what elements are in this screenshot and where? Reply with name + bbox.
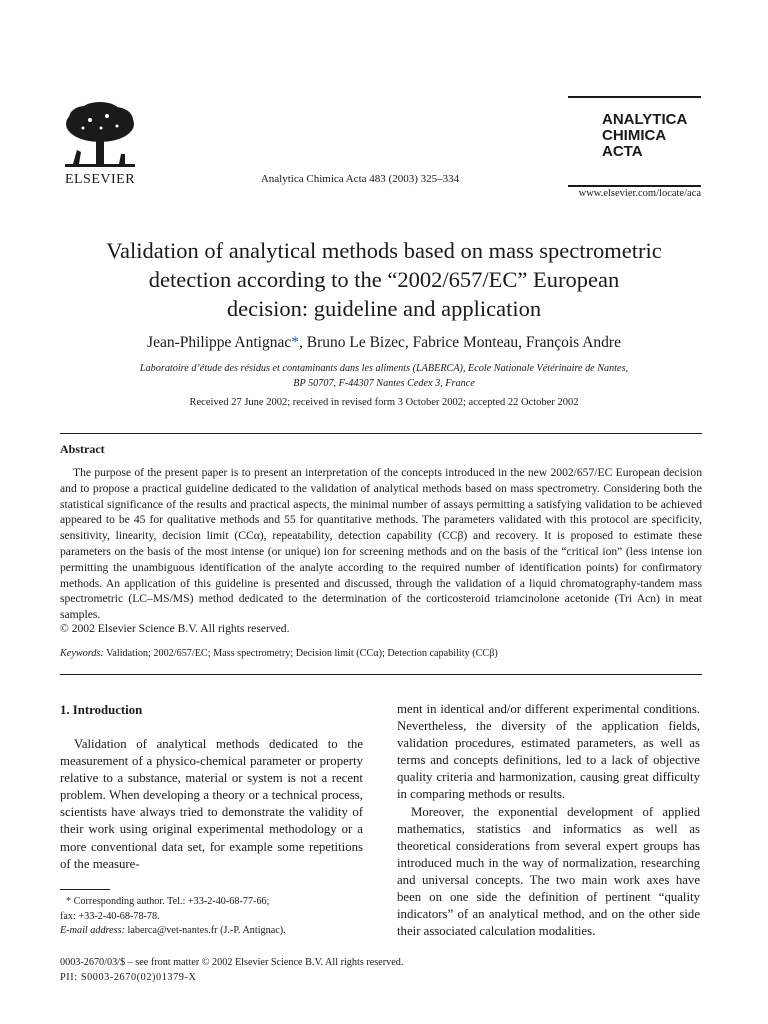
email-label: E-mail address: xyxy=(60,925,125,936)
article-title xyxy=(60,236,708,323)
right-column xyxy=(397,701,700,940)
other-authors: , Bruno Le Bizec, Fabrice Monteau, François Andre xyxy=(299,334,621,351)
title-line3: decision: guideline and application xyxy=(226,296,542,321)
keywords xyxy=(60,648,702,659)
affiliation-line1: Laboratoire d’étude des résidus et contaminants dans les aliments (LABERCA), Ecole Nationale Vétérinaire de Nantes, xyxy=(139,363,629,374)
author-name: Jean-Philippe Antignac xyxy=(147,334,292,351)
journal-name-line2: CHIMICA xyxy=(602,127,667,144)
footnote-corresponding: * Corresponding author. Tel.: +33-2-40-68-77-66; xyxy=(66,896,270,907)
front-matter-info xyxy=(60,956,403,985)
section-heading-introduction: 1. Introduction xyxy=(60,703,143,717)
affiliation xyxy=(60,361,708,391)
pii-line: PII: S0003-2670(02)01379-X xyxy=(60,971,197,983)
abstract-heading: Abstract xyxy=(60,442,105,456)
journal-logo xyxy=(602,112,702,160)
body-paragraph: Validation of analytical methods dedicated to the measurement of a physico-chemical parameter or property relative to a substance, material or system is not a recent problem. When developing a theory or a technical process, scientists have always tried to demonstrate the validity of their work using original experimental methodology or a more conventional data set, for example some repetitions of the measure- xyxy=(60,737,363,871)
journal-name-line3: ACTA xyxy=(602,143,643,160)
title-line1: Validation of analytical methods based on mass spectrometric xyxy=(106,238,662,263)
keywords-label: Keywords: xyxy=(60,648,104,659)
author-list xyxy=(60,334,708,352)
keywords-list: Validation; 2002/657/EC; Mass spectrometry; Decision limit (CCα); Detection capability (CCβ) xyxy=(106,648,498,659)
abstract-top-rule xyxy=(60,433,702,434)
body-paragraph: Moreover, the exponential development of applied mathematics, statistics and informatics as well as theoretical considerations from several expert groups has introduced much in the way of normalization, researching and universal concepts. The two main work axes have been on one side the definition of pertinent “quality indicators” of an analytical method, and on the other side their associated calculation modalities. xyxy=(397,804,700,939)
footnote-rule xyxy=(60,889,110,890)
footnote xyxy=(60,895,363,939)
left-column xyxy=(60,736,363,873)
corresponding-author-link[interactable]: * xyxy=(291,334,299,351)
journal-url-link[interactable]: www.elsevier.com/locate/aca xyxy=(578,188,701,199)
title-line2: detection according to the “2002/657/EC” European xyxy=(148,267,620,292)
publisher-name: ELSEVIER xyxy=(64,172,136,187)
journal-citation: Analytica Chimica Acta 483 (2003) 325–334 xyxy=(260,173,460,185)
abstract-bottom-rule xyxy=(60,674,702,675)
abstract-paragraph: The purpose of the present paper is to present an interpretation of the concepts introduced in the new 2002/657/EC European decision and to propose a practical guideline dedicated to the validation of analytical methods based on mass spectrometry. Considering both the statistical significance of the results and practical aspects, the minimal number of assays permitting a satisfying validation to be achieved appeared to be 45 for qualitative methods and 55 for quantitative methods. The parameters validated with this protocol are specificity, sensitivity, linearity, decision limit (CCα), repeatability, detection capability (CCβ) and recovery. It is proposed to estimate these parameters on the basis of the most intense (or unique) ion for screening methods and on the basis of the “critical ion” (less intense ion permitting the unambiguous identification of the analyte according to the required number of identification points) for confirmatory methods. An application of this guideline is presented and discussed, through the validation of a liquid chromatography-tandem mass spectrometric (LC–MS/MS) method dedicated to the determination of the corticosteroid triamcinolone acetonide (Tri Acn) in meat samples. xyxy=(60,466,702,622)
footnote-fax: fax: +33-2-40-68-78-78. xyxy=(60,910,160,922)
issn-line: 0003-2670/03/$ – see front matter © 2002 Elsevier Science B.V. All rights reserved. xyxy=(60,957,404,968)
affiliation-line2: BP 50707, F-44307 Nantes Cedex 3, France xyxy=(293,378,475,389)
copyright-notice: © 2002 Elsevier Science B.V. All rights reserved. xyxy=(60,622,290,635)
footnote-email xyxy=(60,924,363,939)
abstract-body xyxy=(60,465,702,623)
received-dates: Received 27 June 2002; received in revised form 3 October 2002; accepted 22 October 2002 xyxy=(189,397,579,408)
email-link[interactable]: laberca@vet-nantes.fr (J.-P. Antignac). xyxy=(127,925,286,936)
body-paragraph: ment in identical and/or different experimental conditions. Nevertheless, the diversity of the application fields, validation procedures, estimated parameters, as well as terms and concepts definitions, led to a lack of objective quality criteria and harmonization, causing great difficulty in comparing methods or results. xyxy=(397,702,700,802)
journal-name-line1: ANALYTICA xyxy=(602,111,688,128)
